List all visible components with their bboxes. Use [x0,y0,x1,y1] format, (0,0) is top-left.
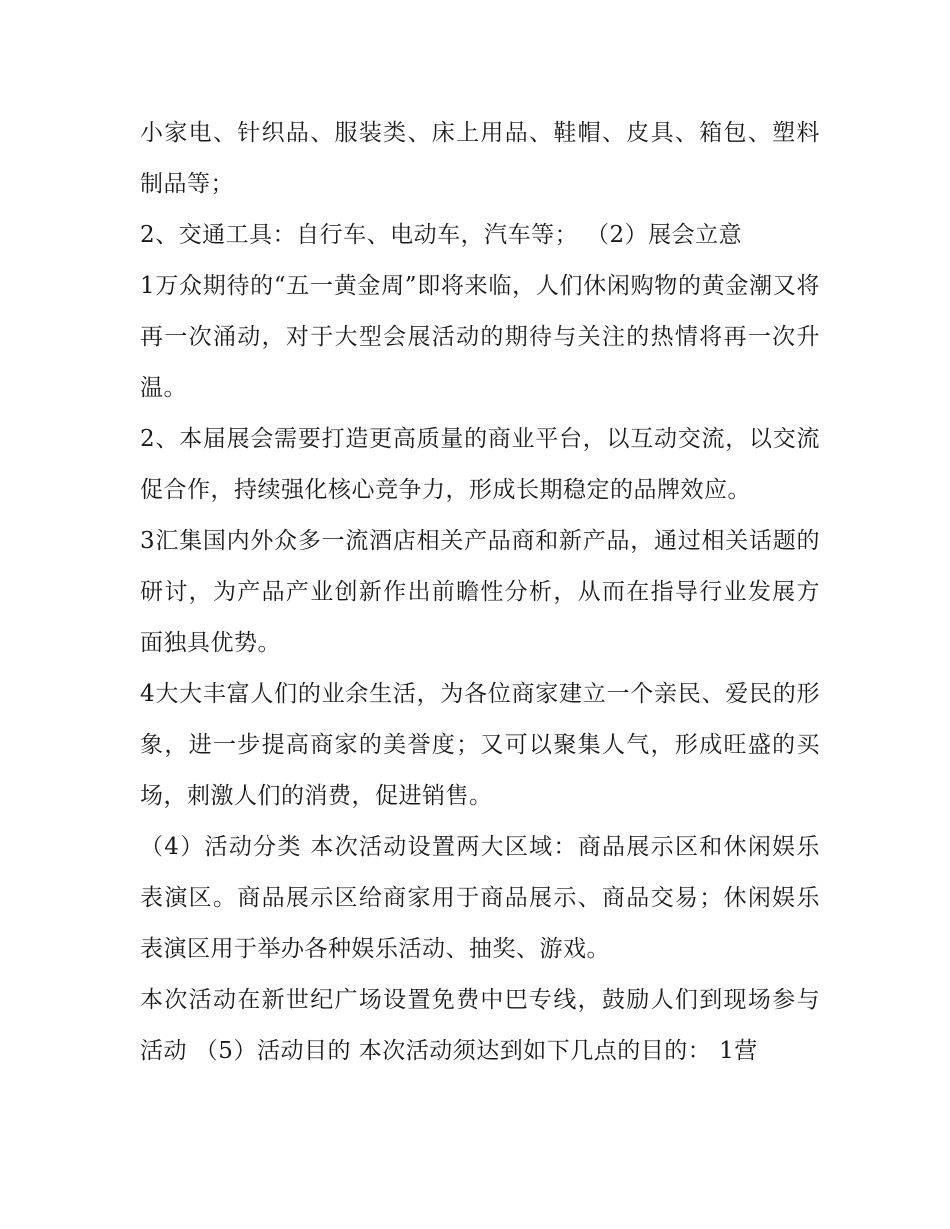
document-body [140,108,820,1077]
paragraph-purpose-2: 2、本届展会需要打造更高质量的商业平台，以互动交流，以交流促合作，持续强化核心竞争力，形成长期稳定的品牌效应。 [140,426,820,503]
paragraph-purpose-4: 4大大丰富人们的业余生活，为各位商家建立一个亲民、爱民的形象，进一步提高商家的美誉度；又可以聚集人气，形成旺盛的买场，刺激人们的消费，促进销售。 [140,681,820,809]
paragraph-activity-categories: （4）活动分类 本次活动设置两大区域：商品展示区和休闲娱乐表演区。商品展示区给商家用于商品展示、商品交易；休闲娱乐表演区用于举办各种娱乐活动、抽奖、游戏。 [140,834,820,962]
paragraph-purpose-1: 1万众期待的“五一黄金周”即将来临，人们休闲购物的黄金潮又将再一次涌动，对于大型会展活动的期待与关注的热情将再一次升温。 [140,273,820,401]
paragraph-product-categories: 小家电、针织品、服装类、床上用品、鞋帽、皮具、箱包、塑料制品等； [140,120,820,197]
paragraph-activity-goals: 本次活动在新世纪广场设置免费中巴专线，鼓励人们到现场参与活动 （5）活动目的 本次活动须达到如下几点的目的： 1营 [140,987,820,1064]
paragraph-transport-tools: 2、交通工具：自行车、电动车，汽车等； （2）展会立意 [140,222,743,248]
paragraph-purpose-3: 3汇集国内外众多一流酒店相关产品商和新产品，通过相关话题的研讨，为产品产业创新作出前瞻性分析，从而在指导行业发展方面独具优势。 [140,528,820,656]
